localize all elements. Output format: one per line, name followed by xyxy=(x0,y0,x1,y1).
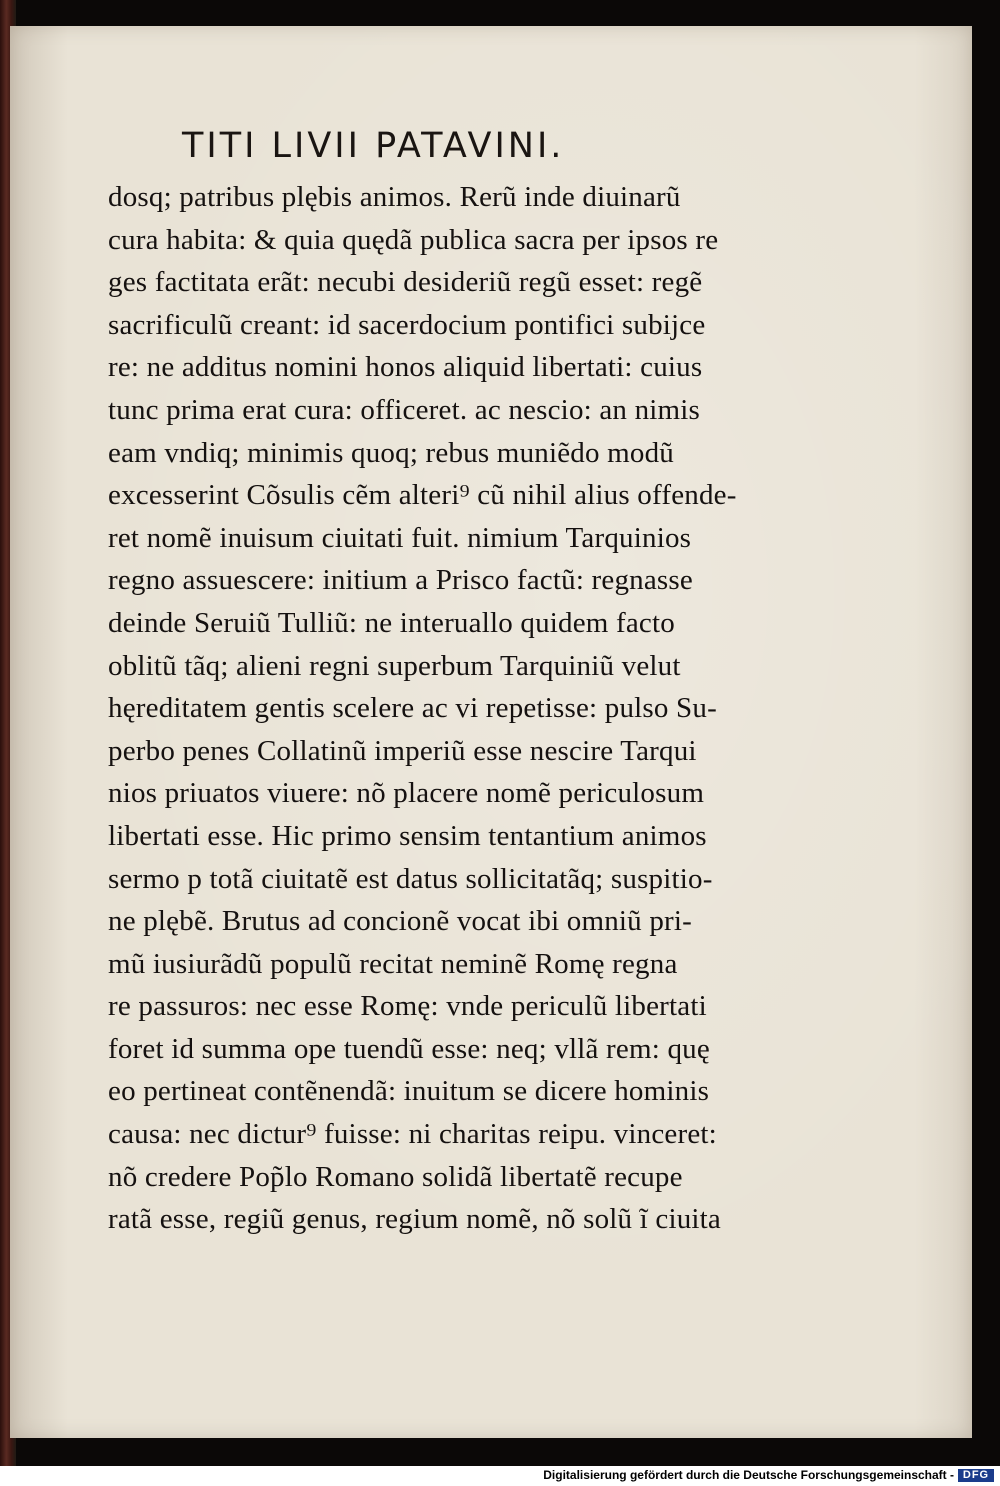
text-line: re passuros: nec esse Romę: vnde periculũ libertati xyxy=(108,990,707,1023)
text-line: deinde Seruiũ Tulliũ: ne interuallo quidem facto xyxy=(108,606,675,639)
text-line: mũ iusiurãdũ populũ recitat neminẽ Romę regna xyxy=(108,947,678,980)
text-line: libertati esse. Hic primo sensim tentantium animos xyxy=(108,819,707,852)
text-line: ges factitata erãt: necubi desideriũ regũ esset: regẽ xyxy=(108,266,703,299)
text-line: nios priuatos viuere: nõ placere nomẽ periculosum xyxy=(108,777,705,810)
text-line: perbo penes Collatinũ imperiũ esse nescire Tarqui xyxy=(108,734,697,767)
dfg-logo: DFG xyxy=(958,1469,994,1482)
text-line: nõ credere Pop̃lo Romano solidã libertatẽ recupe xyxy=(108,1160,683,1193)
text-line: oblitũ tãq; alieni regni superbum Tarquiniũ velut xyxy=(108,649,681,682)
text-line: eo pertineat contẽnendã: inuitum se dicere hominis xyxy=(108,1075,710,1108)
text-line: ne plębẽ. Brutus ad concionẽ vocat ibi omniũ pri- xyxy=(108,905,693,938)
body-text xyxy=(108,176,758,1241)
book-page xyxy=(10,26,972,1438)
text-line: regno assuescere: initium a Prisco factũ: regnasse xyxy=(108,564,693,597)
text-line: tunc prima erat cura: officeret. ac nescio: an nimis xyxy=(108,393,701,426)
text-line: cura habita: & quia quędã publica sacra per ipsos re xyxy=(108,223,719,256)
text-line: dosq; patribus plębis animos. Rerũ inde diuinarũ xyxy=(108,181,681,213)
text-line: re: ne additus nomini honos aliquid libertati: cuius xyxy=(108,351,703,384)
text-line: causa: nec dictur⁹ fuisse: ni charitas reipu. vinceret: xyxy=(108,1118,717,1151)
text-line: eam vndiq; minimis quoq; rebus muniẽdo modũ xyxy=(108,436,675,469)
text-line: sacrificulũ creant: id sacerdocium pontifici subijce xyxy=(108,308,706,341)
running-head: TITI LIVII PATAVINI. xyxy=(182,126,565,166)
footer-bar xyxy=(0,1466,1000,1486)
text-line: foret id summa ope tuendũ esse: neq; vllã rem: quę xyxy=(108,1032,710,1065)
text-line: hęreditatem gentis scelere ac vi repetisse: pulso Su- xyxy=(108,692,717,725)
funding-credit: Digitalisierung gefördert durch die Deutsche Forschungsgemeinschaft - xyxy=(543,1468,954,1482)
text-line: ret nomẽ inuisum ciuitati fuit. nimium Tarquinios xyxy=(108,521,692,554)
text-line: ratã esse, regiũ genus, regium nomẽ, nõ solũ ĩ ciuita xyxy=(108,1203,722,1236)
text-line: excesserint Cõsulis cẽm alteri⁹ cũ nihil alius offende- xyxy=(108,479,737,512)
text-line: sermo p totã ciuitatẽ est datus sollicitatãq; suspitio- xyxy=(108,862,713,895)
